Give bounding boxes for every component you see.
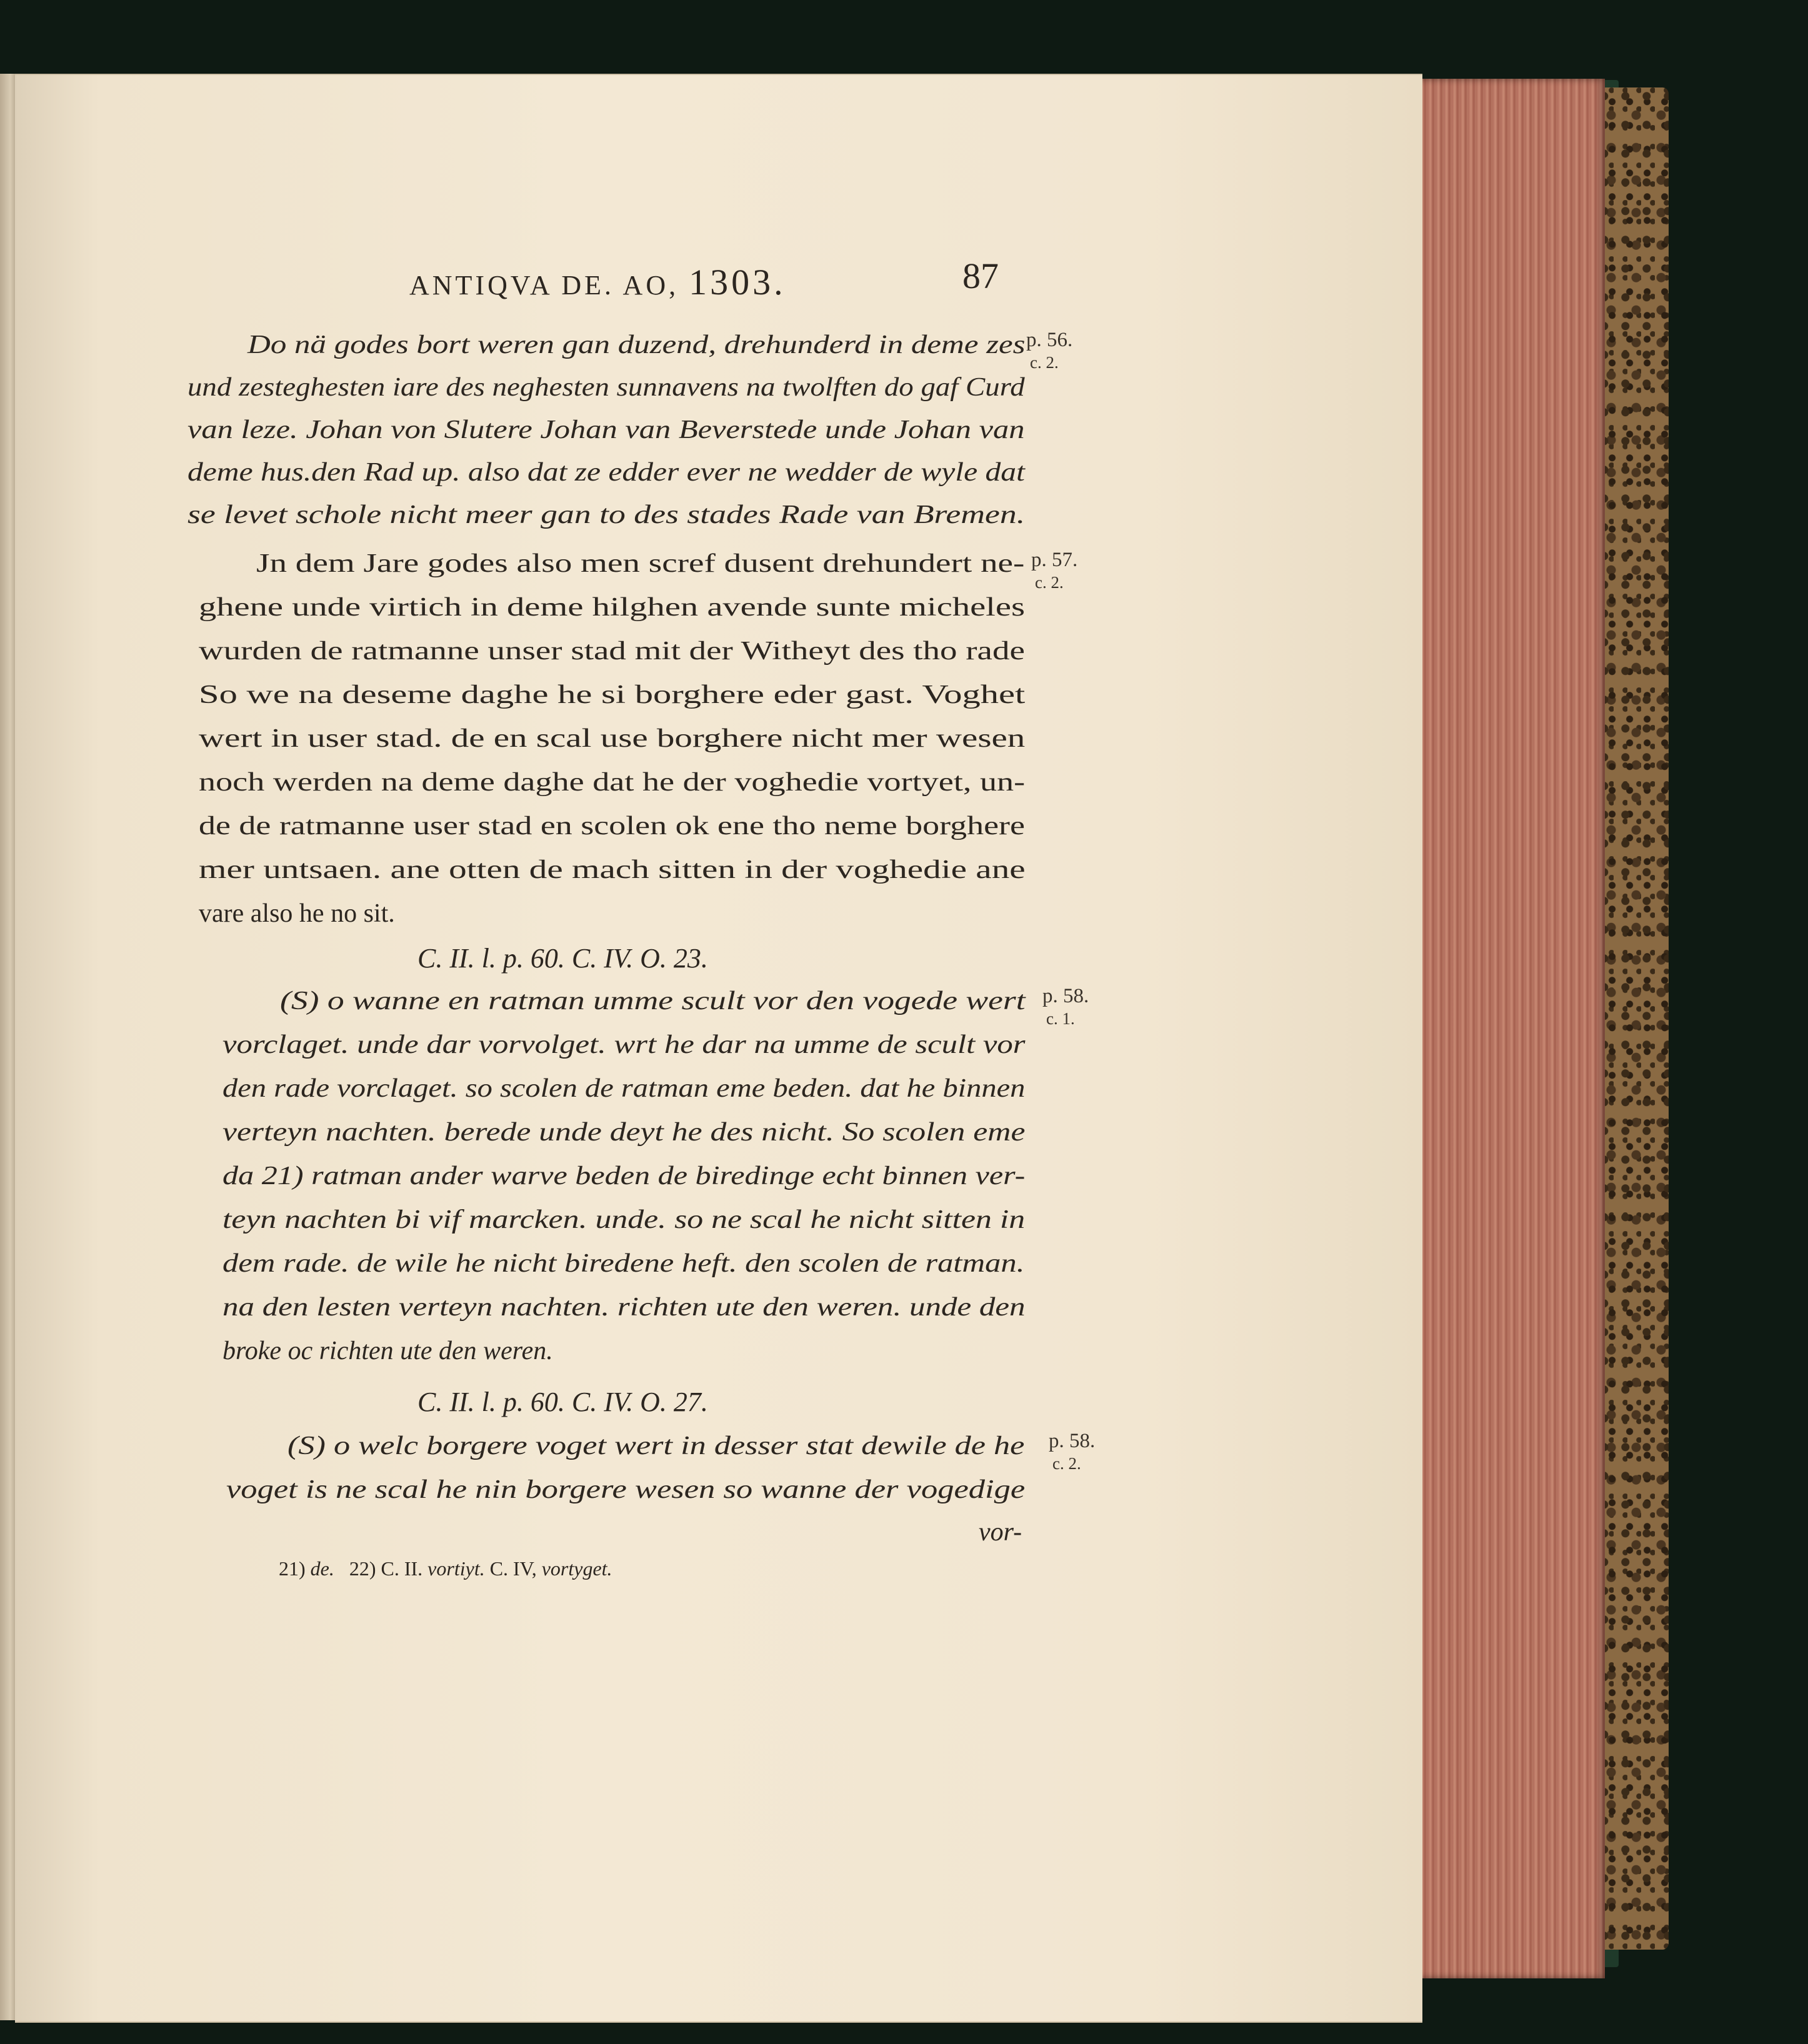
margin-reference [1042, 984, 1089, 1029]
page-number: 87 [962, 256, 999, 296]
margin-page-ref: p. 56. [1026, 329, 1073, 351]
margin-column-ref: c. 1. [1046, 1009, 1075, 1028]
footnote-text: vortyget. [541, 1557, 612, 1580]
text-line: ghene unde virtich in deme hilghen avende sunte micheles [199, 593, 1026, 622]
text-line: da 21) ratman ander warve beden de biredinge echt binnen ver- [222, 1162, 1026, 1190]
text-line: den rade vorclaget. so scolen de ratman eme beden. dat he binnen [222, 1074, 1026, 1103]
header-word: ANTIQVA [409, 270, 552, 301]
margin-page-ref: p. 58. [1049, 1430, 1096, 1452]
margin-reference [1049, 1428, 1095, 1473]
header-word: DE. [561, 270, 614, 301]
text-line: wert in user stad. de en scal use borghere nicht mer wesen [199, 724, 1026, 753]
footnote-text: vortiyt. [427, 1557, 485, 1580]
text-line: (S) o wanne en ratman umme scult vor den vogede wert [280, 987, 1026, 1015]
margin-reference [1031, 547, 1077, 592]
text-line: und zesteghesten iare des neghesten sunnavens na twolften do gaf Curd [187, 373, 1025, 402]
footnote-number: 21) [279, 1557, 306, 1580]
running-header [409, 261, 786, 303]
text-line: teyn nachten bi vif marcken. unde. so ne scal he nicht sitten in [222, 1205, 1026, 1234]
text-line: dem rade. de wile he nicht biredene heft. den scolen de ratman. [222, 1249, 1025, 1278]
text-line: de de ratmanne user stad en scolen ok ene tho neme borghere [199, 812, 1025, 840]
margin-page-ref: p. 57. [1031, 549, 1078, 571]
margin-page-ref: p. 58. [1042, 985, 1089, 1007]
text-line: verteyn nachten. berede unde deyt he des nicht. So scolen eme [222, 1118, 1026, 1147]
text-line: So we na deseme daghe he si borghere eder gast. Voghet [199, 681, 1026, 709]
text-line: voget is ne scal he nin borgere wesen so wanne der vogedige [226, 1475, 1026, 1504]
catchword: vor- [979, 1518, 1022, 1547]
page-block-edges [1395, 79, 1605, 1978]
text-line: broke oc richten ute den weren. [222, 1337, 553, 1365]
text-line: Do nä godes bort weren gan duzend, drehunderd in deme zes [247, 331, 1026, 359]
text-line: se levet schole nicht meer gan to des stades Rade van Bremen. [187, 501, 1026, 529]
footnote [279, 1557, 612, 1580]
text-line: Jn dem Jare godes also men scref dusent drehundert ne- [256, 549, 1025, 578]
text-line: wurden de ratmanne unser stad mit der Witheyt des tho rade [199, 637, 1025, 666]
header-word: AO, [622, 270, 679, 301]
text-line: vare also he no sit. [199, 899, 395, 928]
book-cover [1600, 87, 1669, 1950]
margin-reference [1026, 327, 1072, 372]
text-line: van leze. Johan von Slutere Johan van Beverstede unde Johan van [187, 416, 1025, 444]
footnote-text: de. [310, 1557, 334, 1580]
section-heading: C. II. l. p. 60. C. IV. O. 23. [417, 943, 708, 974]
header-year: 1303. [689, 262, 786, 302]
footnote-text: C. II. [381, 1557, 423, 1580]
section-heading: C. II. l. p. 60. C. IV. O. 27. [417, 1387, 708, 1417]
margin-column-ref: c. 2. [1030, 353, 1059, 372]
text-line: deme hus.den Rad up. also dat ze edder ever ne wedder de wyle dat [187, 458, 1025, 487]
margin-column-ref: c. 2. [1035, 573, 1064, 592]
text-line: mer untsaen. ane otten de mach sitten in der voghedie ane [199, 855, 1026, 884]
text-line: vorclaget. unde dar vorvolget. wrt he dar na umme de scult vor [222, 1030, 1026, 1059]
margin-column-ref: c. 2. [1052, 1454, 1081, 1473]
text-line: na den lesten verteyn nachten. richten ute den weren. unde den [222, 1293, 1026, 1322]
footnote-text: C. IV, [489, 1557, 537, 1580]
footnote-number: 22) [349, 1557, 376, 1580]
text-line: (S) o welc borgere voget wert in desser stat dewile de he [287, 1432, 1025, 1460]
text-line: noch werden na deme daghe dat he der voghedie vortyet, un- [199, 768, 1026, 797]
